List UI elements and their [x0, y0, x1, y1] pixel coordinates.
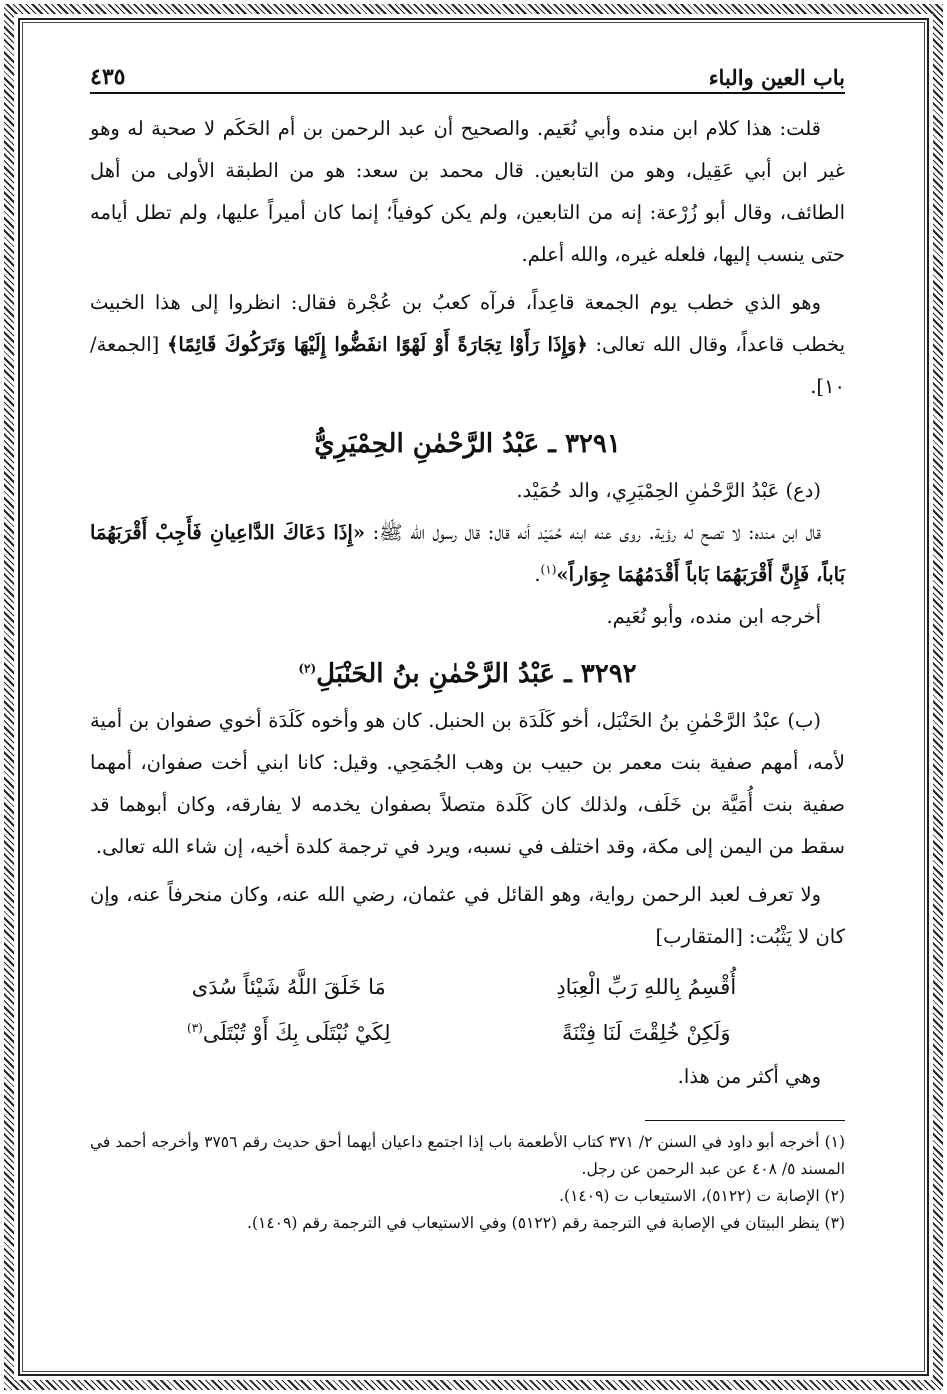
- poem-hemistich: وَلَكِنْ خُلِقْتَ لَنَا فِتْنَةً: [562, 1021, 731, 1045]
- page-number: ٤٣٥: [90, 64, 126, 90]
- entry-heading-3292: [90, 652, 845, 696]
- paragraph-commentary: قلت: هذا كلام ابن منده وأبي نُعَيم. والصحيح أن عبد الرحمن بن أم الحَكَم لا صحبة له وهو غير ابن أبي عَقِيل، وهو من التابعين. قال محمد بن سعد: هو من الطبقة الأولى من أهل الطائف، وقال أبو زُرْعة: إنه من التابعين، ولم يكن كوفياً؛ إنما كان أميراً عليها، ولم تطل أيامه حتى ينسب إليها، فلعله غيره، والله أعلم.: [90, 117, 845, 266]
- footnote-1: (١) أخرجه أبو داود في السنن ٢/ ٣٧١ كتاب الأطعمة باب إذا اجتمع داعيان أيهما أحق حديث رقم ٣٧٥٦ وأخرجه أحمد في المسند ٥/ ٤٠٨ عن عبد الرحمن عن رجل.: [90, 1133, 846, 1178]
- footnote-marker: (٢): [298, 661, 317, 676]
- paragraph-friday-sermon: [90, 282, 845, 408]
- footnote-3: (٣) ينظر البيتان في الإصابة في الترجمة رقم (٥١٢٢) وفي الاستيعاب في الترجمة رقم (١٤٠٩).: [247, 1214, 845, 1232]
- paragraph-text: قال ابن منده: لا تصح له رؤية. روى عنه ابنه حُمَيْد أنه قال: قال رسول الله ﷺ:: [365, 521, 821, 544]
- footnote-2: (٢) الإصابة ت (٥١٢٢)، الاستيعاب ت (١٤٠٩).: [559, 1187, 845, 1205]
- poem-hemistich: لِكَيْ نُبْتَلَى بِكَ أَوْ تُبْتَلَى: [202, 1021, 391, 1045]
- poem-hemistich: مَا خَلَقَ اللَّهُ شَيْئاً سُدَى: [191, 975, 386, 999]
- page-content: [90, 56, 845, 1336]
- sentence-end: .: [534, 563, 541, 586]
- quran-verse: ﴿وَإِذَا رَأَوْا تِجَارَةً أَوْ لَهْوًا انفَضُّوا إِلَيْهَا وَتَرَكُوكَ قَائِمًا﴾: [166, 333, 588, 356]
- entry-biography: (ب) عبْدُ الرَّحْمٰنِ بنُ الحَنْبَل، أخو كَلَدَة بن الحنبل. كان هو وأخوه كَلَدَة أخوي صفوان بن أمية لأمه، أمهم صفية بنت معمر بن حبيب بن وهب الجُمَحِي. وقيل: كانا ابني أخت صفوان، أمهما صفية بنت أُمَيَّة بن خَلَف، ولذلك كان كَلَدة متصلاً بصفوان يخدمه لا يفارقه، وكان أبوهما قد سقط من اليمن إلى مكة، وقد اختلف في نسبه، ويرد في ترجمة كلدة أخيه، إن شاء الله تعالى.: [90, 709, 845, 858]
- footnote-marker: (٣): [187, 1021, 203, 1035]
- running-header: [90, 56, 845, 94]
- footnote-divider: [645, 1120, 845, 1121]
- running-title: باب العين والباء: [708, 65, 845, 90]
- entry-heading-3291: ٣٢٩١ ـ عَبْدُ الرَّحْمٰنِ الحِمْيَرِيُّ: [314, 429, 621, 459]
- paragraph-text: وهو الذي خطب يوم الجمعة قاعِداً، فرآه كعبُ بن عُجْرة فقال: انظروا إلى هذا الخبيث يخطب قاعداً، وقال الله تعالى:: [90, 291, 845, 356]
- closing-line: وهي أكثر من هذا.: [677, 1065, 821, 1088]
- hadith-text: «إِذَا دَعَاكَ الدَّاعِيانِ فَأَجِبْ أَقْرَبَهُمَا بَاباً، فَإِنَّ أَقْرَبَهُمَا بَاباً أَقْدَمُهُمَا جِوَاراً»: [90, 521, 845, 586]
- poem-hemistich-with-note: [130, 1010, 448, 1056]
- poem-hemistich: أُقْسِمُ بِاللهِ رَبِّ الْعِبَادِ: [556, 975, 737, 999]
- takhrij-note: أخرجه ابن منده، وأبو نُعَيم.: [606, 605, 821, 628]
- paragraph-poem-intro: ولا تعرف لعبد الرحمن رواية، وهو القائل في عثمان، رضي الله عنه، وكان منحرفاً عنه، وإن كان لا يَثْبُت: [المتقارب]: [90, 883, 845, 948]
- footnote-marker: (١): [540, 562, 557, 577]
- paragraph-hadith: [90, 512, 845, 596]
- entry-intro: (دع) عَبْدُ الرَّحْمٰنِ الحِمْيَرِي، والد حُمَيْد.: [516, 479, 821, 502]
- quran-reference: [الجمعة/ ١٠].: [90, 333, 845, 398]
- poem: [130, 964, 805, 1056]
- entry-heading-text: ٣٢٩٢ ـ عَبْدُ الرَّحْمٰنِ بنُ الحَنْبَلِ: [316, 659, 637, 689]
